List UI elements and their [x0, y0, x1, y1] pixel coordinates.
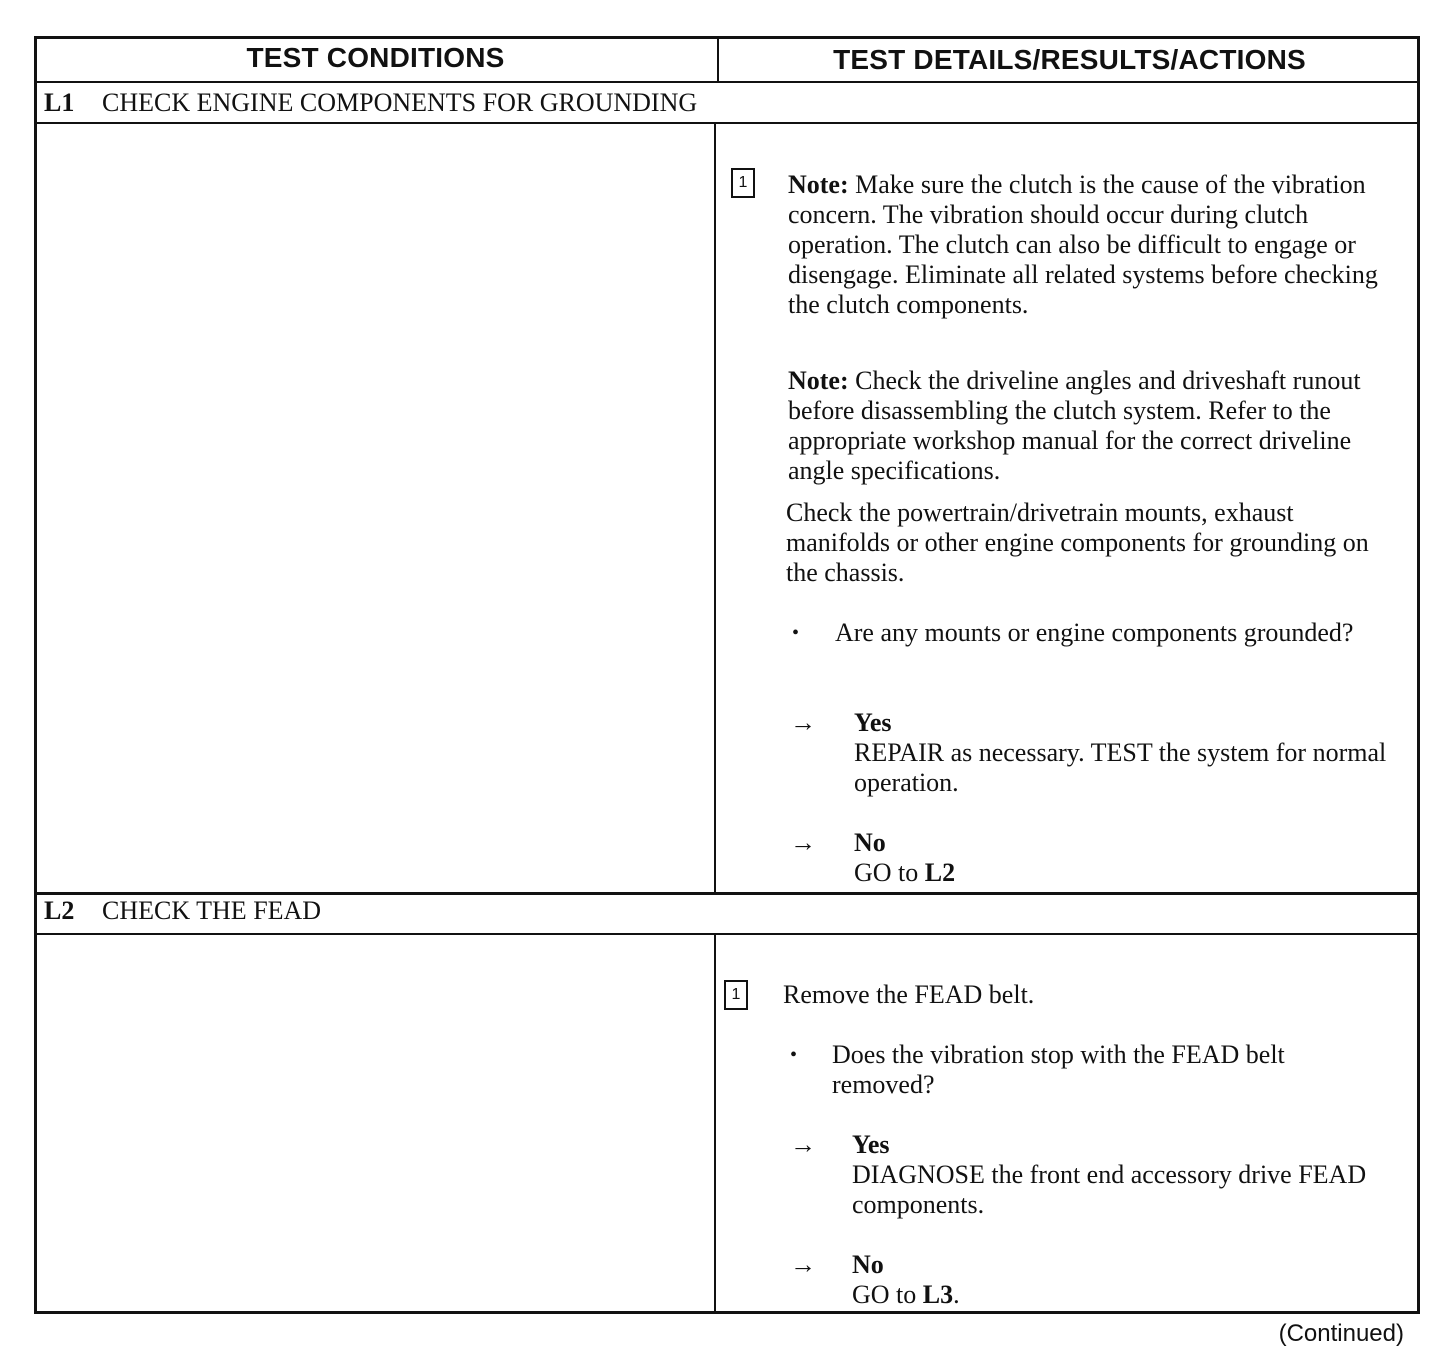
l1-question: Are any mounts or engine components grounded?: [835, 618, 1354, 647]
l1-yes-text: REPAIR as necessary. TEST the system for normal operation.: [854, 738, 1387, 797]
table-border-bottom: [34, 1311, 1420, 1314]
l1-note-1-label: Note:: [788, 170, 849, 199]
l1-note-1: [788, 170, 1388, 320]
l2-instruction: Remove the FEAD belt.: [783, 980, 1035, 1009]
step-number-box: 1: [731, 168, 755, 198]
l1-note-2-label: Note:: [788, 366, 849, 395]
l1-note-2: [788, 366, 1398, 486]
section-l2-title-text: CHECK THE FEAD: [102, 896, 322, 925]
section-l2-column-divider: [714, 934, 716, 1314]
l2-no-answer: [852, 1250, 1392, 1310]
l2-no-prefix: GO to: [852, 1280, 917, 1309]
l2-yes-answer: [852, 1130, 1392, 1220]
l2-question: Does the vibration stop with the FEAD belt removed?: [832, 1040, 1285, 1099]
l2-no-target: L3: [922, 1280, 954, 1309]
header-divider: [34, 81, 1420, 83]
table-border-left: [34, 36, 37, 1314]
section-l1-title-text: CHECK ENGINE COMPONENTS FOR GROUNDING: [102, 88, 698, 117]
right-arrow-icon: →: [790, 828, 816, 857]
l1-yes-label: Yes: [854, 708, 892, 737]
header-test-conditions: TEST CONDITIONS: [246, 42, 505, 73]
section-l2-title-divider: [34, 933, 1420, 935]
l1-instruction: Check the powertrain/drivetrain mounts, exhaust manifolds or other engine components for grounding on the chassis.: [786, 498, 1369, 587]
bullet-dot: •: [792, 622, 800, 644]
l1-note-1-text: Make sure the clutch is the cause of the vibration concern. The vibration should occur during clutch operation. The clutch can also be difficult to engage or disengage. Eliminate all related systems before checking the clutch components.: [788, 170, 1378, 319]
section-l2-top-divider: [34, 892, 1420, 895]
right-arrow-icon: →: [790, 708, 816, 737]
table-border-top: [34, 36, 1420, 39]
l1-yes-answer: [854, 708, 1394, 798]
l1-no-answer: [854, 828, 1394, 888]
section-l1-title: [44, 88, 697, 118]
section-l1-id: L1: [44, 88, 75, 117]
l1-no-prefix: GO to: [854, 858, 919, 887]
table-border-right: [1417, 36, 1420, 1314]
section-l2-id: L2: [44, 896, 75, 925]
right-arrow-icon: →: [790, 1250, 816, 1279]
right-arrow-icon: →: [790, 1130, 816, 1159]
diagnostic-table: [34, 36, 1420, 1314]
l2-yes-text: DIAGNOSE the front end accessory drive FEAD components.: [852, 1160, 1367, 1219]
section-l1-title-divider: [34, 122, 1420, 124]
section-l2-title: [44, 896, 321, 926]
header-test-details: TEST DETAILS/RESULTS/ACTIONS: [833, 44, 1306, 75]
l2-yes-label: Yes: [852, 1130, 890, 1159]
step-number-box: 1: [724, 980, 748, 1010]
continued-label: (Continued): [1278, 1320, 1404, 1347]
l1-no-label: No: [854, 828, 886, 857]
l2-no-suffix: .: [953, 1280, 960, 1309]
section-l1-column-divider: [714, 123, 716, 893]
l1-note-2-text: Check the driveline angles and driveshaft runout before disassembling the clutch system. Refer to the appropriate workshop manual for the correct driveline angle specifications.: [788, 366, 1361, 485]
l2-no-label: No: [852, 1250, 884, 1279]
bullet-dot: •: [790, 1044, 798, 1066]
l1-no-target: L2: [924, 858, 956, 887]
